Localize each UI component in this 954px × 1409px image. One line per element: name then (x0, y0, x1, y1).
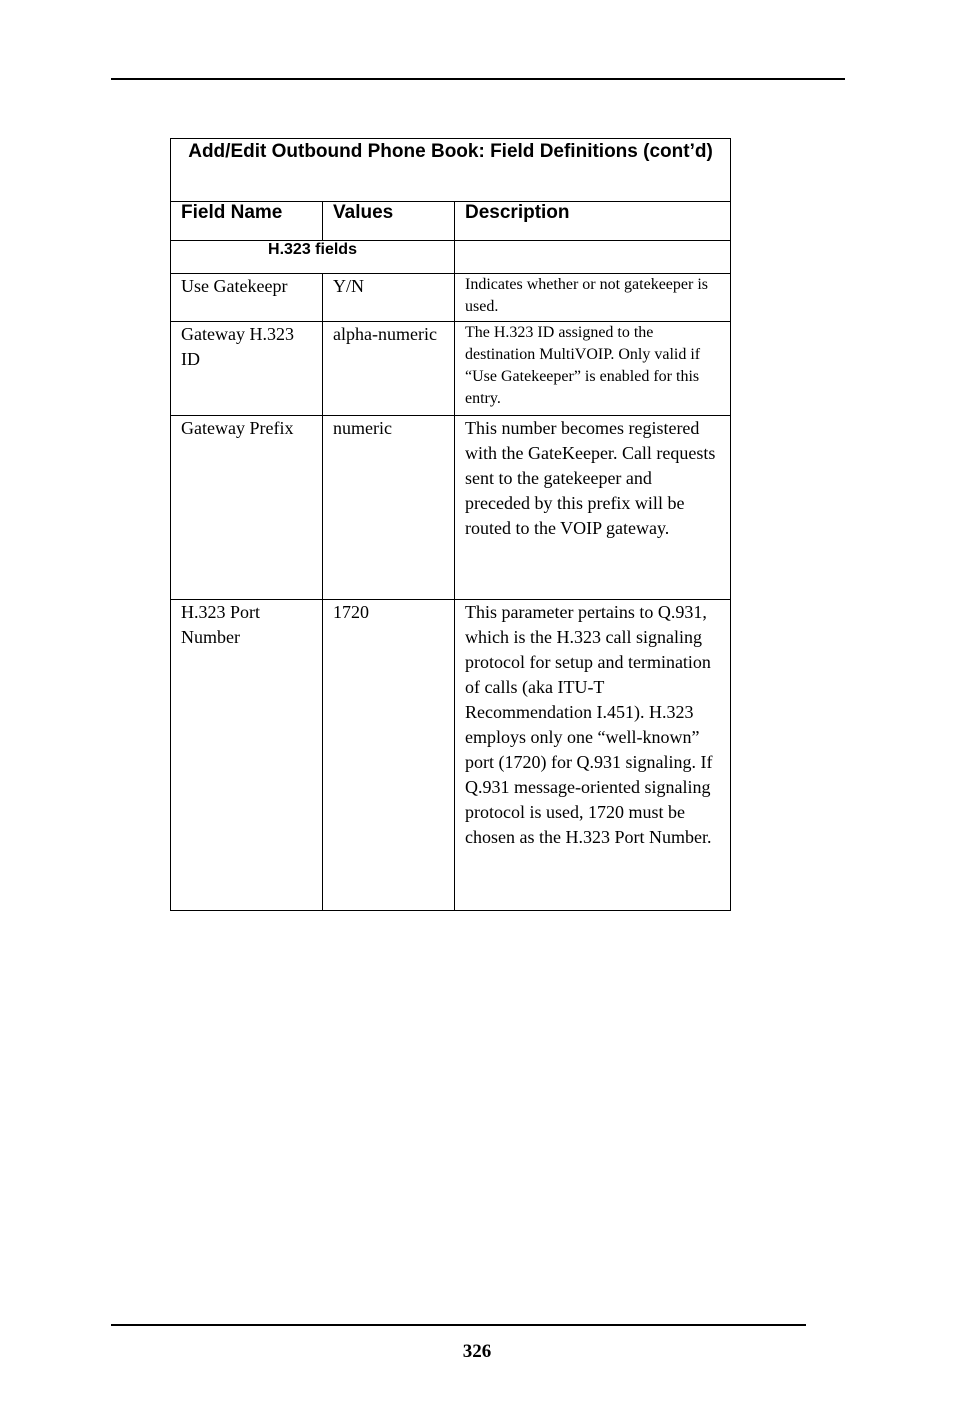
table-row (171, 274, 731, 322)
values-cell: alpha-numeric (323, 322, 455, 416)
section-empty-cell (455, 241, 731, 274)
description-cell: This parameter pertains to Q.931, which is the H.323 call signaling protocol for setup and termination of calls (aka ITU-T Recommendation I.451). H.323 employs only one “well-known” port (1720) for Q.931 signaling. If Q.931 message-oriented signaling protocol is used, 1720 must be chosen as the H.323 Port Number. (455, 600, 731, 911)
footer-rule (111, 1324, 806, 1326)
field-name-cell: Gateway Prefix (171, 416, 323, 600)
field-name-cell: Gateway H.323 ID (171, 322, 323, 416)
header-rule (111, 78, 845, 80)
field-definitions-table (170, 138, 731, 911)
page-number: 326 (462, 1341, 492, 1362)
section-row (171, 241, 731, 274)
table-title-row (171, 139, 731, 202)
column-header-description: Description (455, 202, 731, 241)
table-title: Add/Edit Outbound Phone Book: Field Definitions (cont’d) (171, 139, 731, 202)
description-cell: The H.323 ID assigned to the destination MultiVOIP. Only valid if “Use Gatekeeper” is enabled for this entry. (455, 322, 731, 416)
values-cell: numeric (323, 416, 455, 600)
column-header-values: Values (323, 202, 455, 241)
values-cell: Y/N (323, 274, 455, 322)
table-row (171, 416, 731, 600)
section-label: H.323 fields (171, 241, 455, 274)
field-name-cell: H.323 Port Number (171, 600, 323, 911)
table-row (171, 322, 731, 416)
table-header-row (171, 202, 731, 241)
description-cell: Indicates whether or not gatekeeper is used. (455, 274, 731, 322)
values-cell: 1720 (323, 600, 455, 911)
field-name-cell: Use Gatekeepr (171, 274, 323, 322)
table-row (171, 600, 731, 911)
description-cell: This number becomes registered with the GateKeeper. Call requests sent to the gatekeeper and preceded by this prefix will be routed to the VOIP gateway. (455, 416, 731, 600)
column-header-field-name: Field Name (171, 202, 323, 241)
